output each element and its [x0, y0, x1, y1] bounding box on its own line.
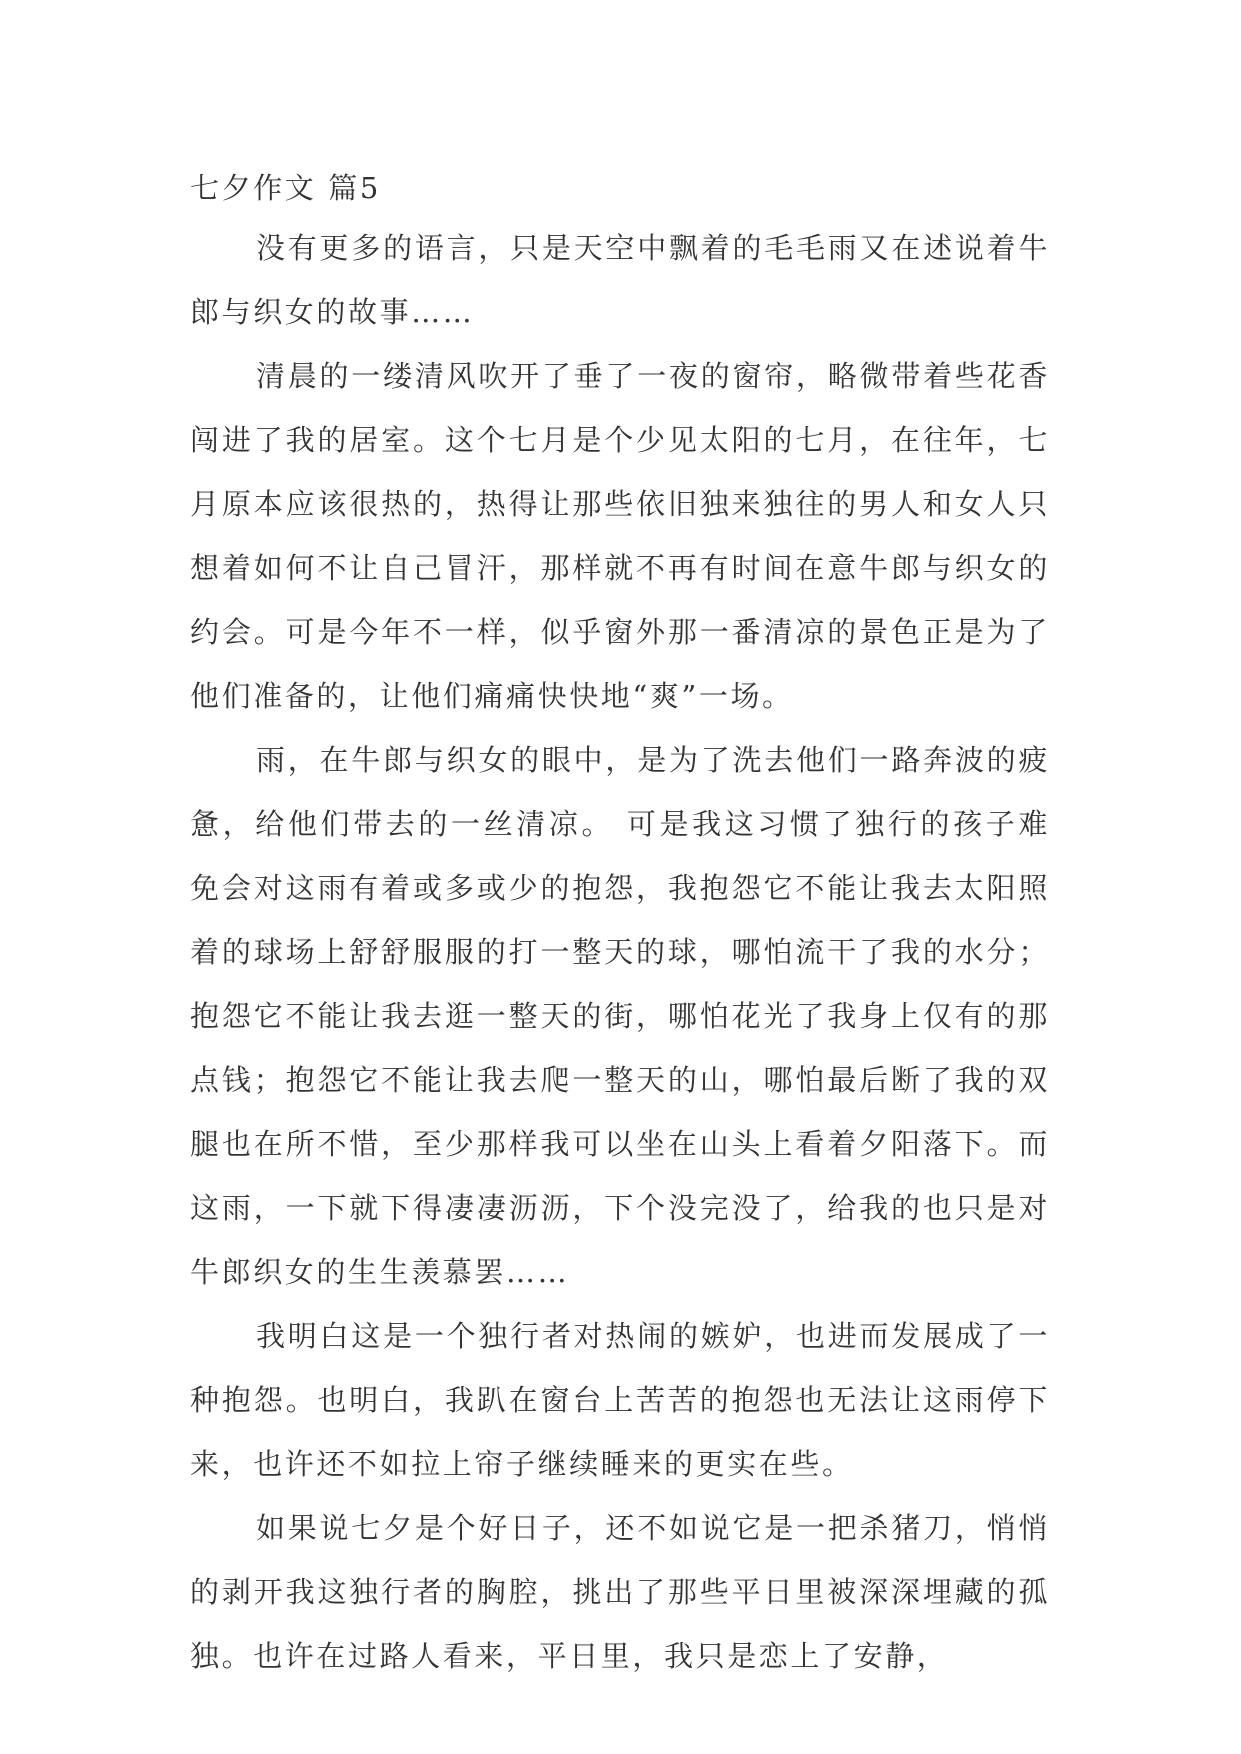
- paragraph-3: 雨，在牛郎与织女的眼中，是为了洗去他们一路奔波的疲惫，给他们带去的一丝清凉。 可是我这习惯了独行的孩子难免会对这雨有着或多或少的抱怨，我抱怨它不能让我去太阳照着的球场上舒舒服服的打一整天的球，哪怕流干了我的水分；抱怨它不能让我去逛一整天的街，哪怕花光了我身上仅有的那点钱；抱怨它不能让我去爬一整天的山，哪怕最后断了我的双腿也在所不惜，至少那样我可以坐在山头上看着夕阳落下。而这雨，一下就下得凄凄沥沥，下个没完没了，给我的也只是对牛郎织女的生生羡慕罢……: [190, 743, 1050, 1289]
- paragraph-5: 如果说七夕是个好日子，还不如说它是一把杀猪刀，悄悄的剥开我这独行者的胸腔，挑出了那些平日里被深深埋藏的孤独。也许在过路人看来，平日里，我只是恋上了安静，: [190, 1511, 1050, 1673]
- document-body: [190, 160, 1050, 1688]
- paragraph-1: 没有更多的语言，只是天空中飘着的毛毛雨又在述说着牛郎与织女的故事……: [190, 231, 1050, 329]
- paragraph-2: 清晨的一缕清风吹开了垂了一夜的窗帘，略微带着些花香闯进了我的居室。这个七月是个少见太阳的七月，在往年，七月原本应该很热的，热得让那些依旧独来独往的男人和女人只想着如何不让自己冒汗，那样就不再有时间在意牛郎与织女的约会。可是今年不一样，似乎窗外那一番清凉的景色正是为了他们准备的，让他们痛痛快快地“爽”一场。: [190, 359, 1050, 713]
- essay-title: 七夕作文 篇5: [190, 171, 381, 205]
- paragraph-4: 我明白这是一个独行者对热闹的嫉妒，也进而发展成了一种抱怨。也明白，我趴在窗台上苦苦的抱怨也无法让这雨停下来，也许还不如拉上帘子继续睡来的更实在些。: [190, 1319, 1050, 1481]
